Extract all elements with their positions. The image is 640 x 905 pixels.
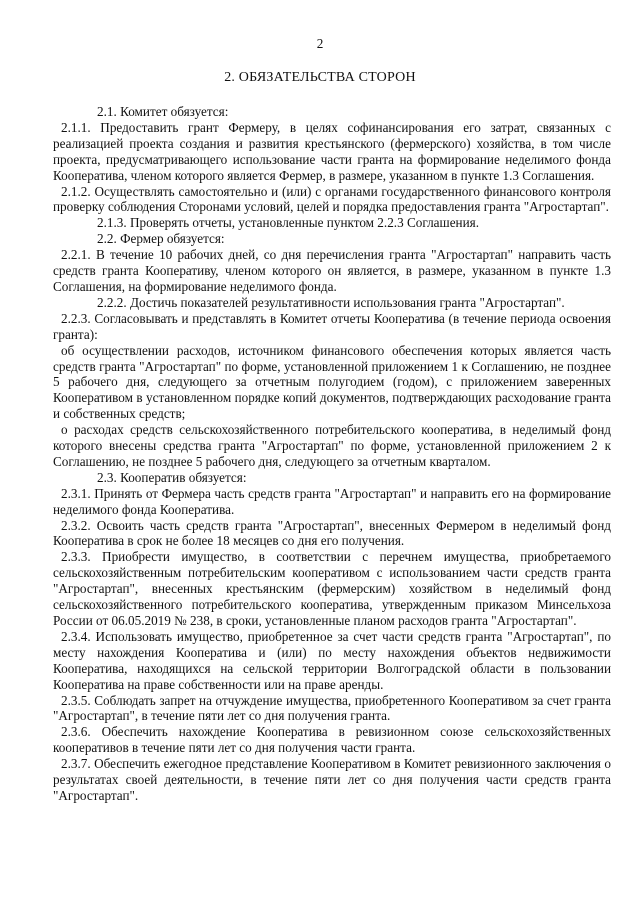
paragraph-2-3-5: 2.3.5. Соблюдать запрет на отчуждение имущества, приобретенного Кооперативом за счет гранта "Агростартап", в течение пяти лет со дня получения гранта. [53, 692, 611, 724]
paragraph-report-expenses: об осуществлении расходов, источником финансового обеспечения которых является часть средств гранта "Агростартап" по форме, установленной приложением 1 к Соглашению, не позднее 5 рабочего дня, следующего за отчетным полугодием (годом), с приложением заверенных Кооперативом в установленном порядке копий документов, подтверждающих расходование гранта и собственных средств; [53, 342, 611, 422]
paragraph-2-1-2: 2.1.2. Осуществлять самостоятельно и (или) с органами государственного финансового контроля проверку соблюдения Сторонами условий, целей и порядка предоставления гранта "Агростартап". [53, 183, 611, 215]
paragraph-report-fund: о расходах средств сельскохозяйственного потребительского кооператива, в неделимый фонд которого внесены средства гранта "Агростартап" по форме, установленной приложением 2 к Соглашению, не позднее 5 рабочего дня, следующего за отчетным кварталом. [53, 422, 611, 469]
paragraph-2-3-3: 2.3.3. Приобрести имущество, в соответствии с перечнем имущества, приобретаемого сельскохозяйственным потребительским кооперативом с использованием части средств гранта "Агростартап", внесенных крестьянским (фермерским) хозяйством в неделимый фонд сельскохозяйственного потребительского кооператива, утвержденным приказом Минсельхоза России от 06.05.2019 № 238, в сроки, установленные планом расходов гранта "Агростартап". [53, 549, 611, 628]
paragraph-2-3-2: 2.3.2. Освоить часть средств гранта "Агростартап", внесенных Фермером в неделимый фонд Кооператива в срок не более 18 месяцев со дня его получения. [53, 517, 611, 549]
paragraph-2-1-1: 2.1.1. Предоставить грант Фермеру, в целях софинансирования его затрат, связанных с реализацией проекта создания и развития крестьянского (фермерского) хозяйства, в том числе проекта, предусматривающего использование части гранта на формирование неделимого фонда Кооператива, членом которого является Фермер, в размере, указанном в пункте 1.3 Соглашения. [53, 119, 611, 183]
paragraph-2-3: 2.3. Кооператив обязуется: [97, 469, 247, 485]
paragraph-2-3-1: 2.3.1. Принять от Фермера часть средств гранта "Агростартап" и направить его на формирование неделимого фонда Кооператива. [53, 485, 611, 517]
paragraph-2-3-7: 2.3.7. Обеспечить ежегодное представление Кооперативом в Комитет ревизионного заключения о результатах своей деятельности, в течение пяти лет со дня получения части средств гранта "Агростартап". [53, 756, 611, 803]
paragraph-2-1-3: 2.1.3. Проверять отчеты, установленные пунктом 2.2.3 Соглашения. [97, 215, 480, 231]
document-body [53, 104, 611, 804]
section-title: 2. ОБЯЗАТЕЛЬСТВА СТОРОН [224, 70, 416, 85]
page-number: 2 [316, 36, 324, 51]
paragraph-2-3-6: 2.3.6. Обеспечить нахождение Кооператива в ревизионном союзе сельскохозяйственных кооперативов в течение пяти лет со дня получения части гранта. [53, 724, 611, 756]
paragraph-2-3-4: 2.3.4. Использовать имущество, приобретенное за счет части средств гранта "Агростартап", по месту нахождения Кооператива и (или) по месту нахождения объектов недвижимости Кооператива, находящихся на сельской территории Волгоградской области в пользовании Кооператива на праве собственности или на праве аренды. [53, 628, 611, 692]
paragraph-2-1: 2.1. Комитет обязуется: [97, 104, 229, 119]
paragraph-2-2-3: 2.2.3. Согласовывать и представлять в Комитет отчеты Кооператива (в течение периода освоения гранта): [53, 310, 611, 342]
paragraph-2-2-1: 2.2.1. В течение 10 рабочих дней, со дня перечисления гранта "Агростартап" направить часть средств гранта Кооперативу, членом которого он является, в размере, указанном в пункте 1.3 Соглашения, на формирование неделимого фонда. [53, 247, 611, 294]
paragraph-2-2: 2.2. Фермер обязуется: [97, 231, 225, 247]
paragraph-2-2-2: 2.2.2. Достичь показателей результативности использования гранта "Агростартап". [97, 294, 565, 310]
